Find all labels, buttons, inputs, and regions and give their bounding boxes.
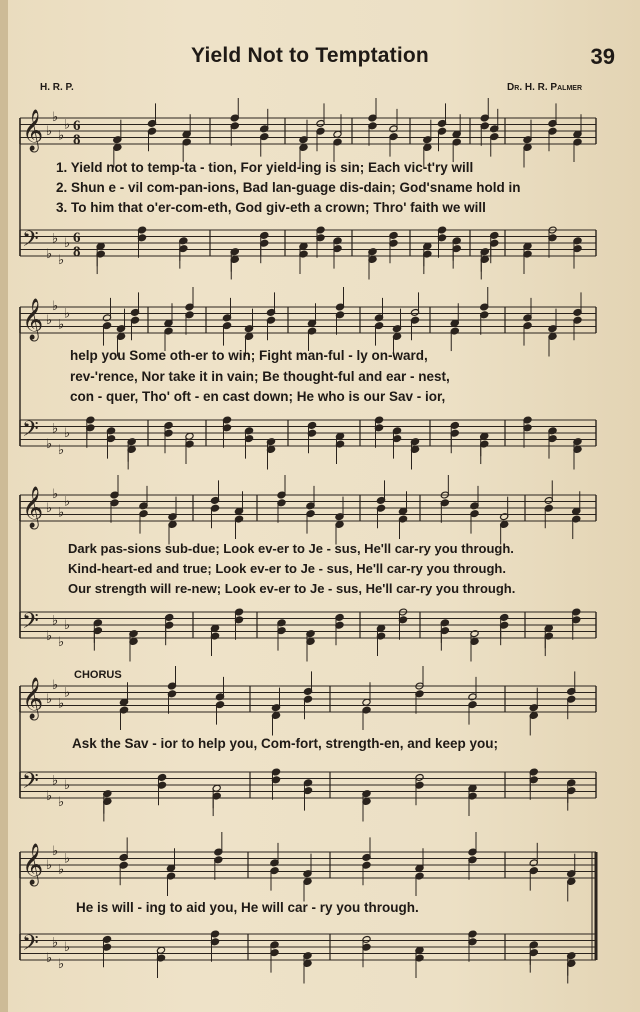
flat-icon: ♭ xyxy=(58,862,65,878)
flat-icon: ♭ xyxy=(58,253,65,268)
treble-clef-icon: 𝄞 xyxy=(22,110,44,151)
flat-icon: ♭ xyxy=(52,421,59,437)
flat-icon: ♭ xyxy=(46,437,53,452)
flat-icon: ♭ xyxy=(58,957,65,972)
treble-clef-icon: 𝄞 xyxy=(22,844,44,885)
lyric-line: 2. Shun e - vil com-pan-ions, Bad lan-guage dis-dain; God'sname hold in xyxy=(56,180,521,195)
lyric-line: help you Some oth-er to win; Fight man-ful - ly on-ward, xyxy=(70,348,428,363)
flat-icon: ♭ xyxy=(52,299,59,314)
flat-icon: ♭ xyxy=(58,443,65,458)
flat-icon: ♭ xyxy=(46,789,53,804)
flat-icon: ♭ xyxy=(46,692,53,707)
flat-icon: ♭ xyxy=(64,494,71,510)
flat-icon: ♭ xyxy=(46,124,53,139)
flat-icon: ♭ xyxy=(46,501,53,516)
flat-icon: ♭ xyxy=(64,306,71,322)
flat-icon: ♭ xyxy=(58,505,65,521)
flat-icon: ♭ xyxy=(58,128,65,144)
flat-icon: ♭ xyxy=(52,110,59,125)
lyric-line: con - quer, Tho' oft - en cast down; He who is our Sav - ior, xyxy=(70,389,446,404)
lyricist-credit: H. R. P. xyxy=(40,82,74,93)
lyric-line: Kind-heart-ed and true; Look ev-er to Je - sus, He'll car-ry you through. xyxy=(68,561,506,576)
lyric-line: Dark pas-sions sub-due; Look ev-er to Je - sus, He'll car-ry you through. xyxy=(68,541,514,556)
lyric-line: He is will - ing to aid you, He will car - ry you through. xyxy=(76,900,419,915)
flat-icon: ♭ xyxy=(58,696,65,712)
lyric-line: 3. To him that o'er-com-eth, God giv-eth a crown; Thro' faith we will xyxy=(56,200,486,215)
bass-clef-icon: 𝄢 xyxy=(22,769,39,799)
flat-icon: ♭ xyxy=(46,629,53,644)
flat-icon: ♭ xyxy=(64,117,71,133)
lyric-line: Our strength will re-new; Look ev-er to Je - sus, He'll car-ry you through. xyxy=(68,581,516,596)
flat-icon: ♭ xyxy=(52,613,59,629)
treble-clef-icon: 𝄞 xyxy=(22,678,44,719)
flat-icon: ♭ xyxy=(46,247,53,262)
flat-icon: ♭ xyxy=(64,685,71,701)
lyric-line: Ask the Sav - ior to help you, Com-fort, strength-en, and keep you; xyxy=(72,736,499,751)
bass-clef-icon: 𝄢 xyxy=(22,227,39,257)
flat-icon: ♭ xyxy=(52,231,59,247)
flat-icon: ♭ xyxy=(58,635,65,650)
flat-icon: ♭ xyxy=(46,858,53,873)
flat-icon: ♭ xyxy=(64,426,71,441)
time-signature: 6 xyxy=(73,230,81,246)
flat-icon: ♭ xyxy=(52,487,59,502)
flat-icon: ♭ xyxy=(46,313,53,328)
flat-icon: ♭ xyxy=(46,951,53,966)
hymn-title: Yield Not to Temptation xyxy=(191,44,429,67)
time-signature: 6 xyxy=(73,118,81,134)
time-signature: 8 xyxy=(73,244,81,260)
treble-clef-icon: 𝄞 xyxy=(22,487,44,528)
flat-icon: ♭ xyxy=(64,778,71,793)
flat-icon: ♭ xyxy=(64,618,71,633)
composer-credit: Dr. H. R. Palmer xyxy=(507,82,582,93)
flat-icon: ♭ xyxy=(52,844,59,859)
flat-icon: ♭ xyxy=(58,795,65,810)
page-number: 39 xyxy=(590,44,615,69)
bass-clef-icon: 𝄢 xyxy=(22,931,39,961)
flat-icon: ♭ xyxy=(52,935,59,951)
flat-icon: ♭ xyxy=(52,678,59,693)
lyric-line: 1. Yield not to temp-ta - tion, For yield-ing is sin; Each vic-t'ry will xyxy=(56,160,474,175)
bass-clef-icon: 𝄢 xyxy=(22,609,39,639)
time-signature: 8 xyxy=(73,132,81,148)
flat-icon: ♭ xyxy=(58,317,65,333)
treble-clef-icon: 𝄞 xyxy=(22,299,44,340)
flat-icon: ♭ xyxy=(52,773,59,789)
chorus-label: CHORUS xyxy=(74,669,122,681)
flat-icon: ♭ xyxy=(64,940,71,955)
flat-icon: ♭ xyxy=(64,851,71,867)
flat-icon: ♭ xyxy=(64,236,71,251)
bass-clef-icon: 𝄢 xyxy=(22,417,39,447)
lyric-line: rev-'rence, Nor take it in vain; Be thought-ful and ear - nest, xyxy=(70,369,450,384)
